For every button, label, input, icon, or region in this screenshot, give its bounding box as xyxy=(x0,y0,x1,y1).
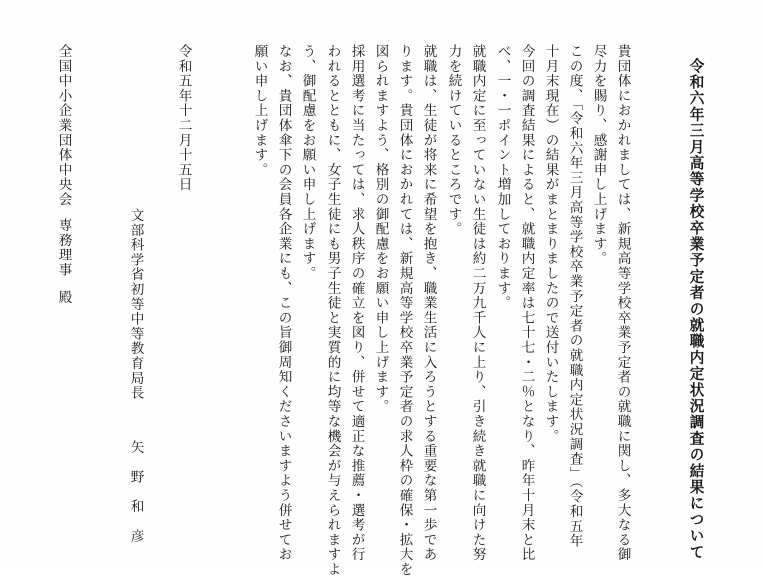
body-line-12: 採用選考に当たっては、求人秩序の確立を図り、併せて適正な推薦・選考が行 xyxy=(348,44,365,562)
body-line-11: 図られますよう、格別の御配慮をお願い申し上げます。 xyxy=(372,44,389,414)
body-line-8: 力を続けているところです。 xyxy=(445,44,462,237)
body-line-9: 就職は、生徒が将来に希望を抱き、職業生活に入ろうとする重要な第一歩であ xyxy=(420,44,437,562)
issue-date: 令和五年十二月十五日 xyxy=(175,44,192,192)
body-line-4: 十月末現在）の結果がまとまりましたので送付いたします。 xyxy=(542,44,559,444)
body-line-7: 就職内定に至っていない生徒は約二万九千人に上り、引き続き就職に向けた努 xyxy=(469,44,486,562)
recipient-title: 専務理事 xyxy=(55,218,72,278)
document-title: 令和六年三月高等学校卒業予定者の就職内定状況調査の結果について xyxy=(687,58,705,561)
body-line-15: なお、貴団体傘下の会員各企業にも、この旨御周知くださいますよう併せてお xyxy=(275,44,292,562)
body-line-10: ります。貴団体におかれては、新規高等学校卒業予定者の求人枠の確保・拡大を xyxy=(396,44,413,577)
sender-name: 矢 野 和 彦 xyxy=(127,440,144,544)
sender-organization: 文部科学省初等中等教育局長 xyxy=(127,208,144,401)
body-line-16: 願い申し上げます。 xyxy=(251,44,268,178)
recipient-honorific: 殿 xyxy=(55,290,72,305)
body-line-6: べ、一・一ポイント増加しております。 xyxy=(494,44,511,311)
body-line-13: われるとともに、女子生徒にも男子生徒と実質的に均等な機会が与えられますよ xyxy=(324,44,341,577)
body-line-5: 今回の調査結果によると、就職内定率は七十七・二％となり、昨年十月末と比 xyxy=(518,44,535,562)
body-line-1: 貴団体におかれましては、新規高等学校卒業予定者の就職に関し、多大なる御 xyxy=(614,44,631,562)
body-line-14: う、御配慮をお願い申し上げます。 xyxy=(299,44,316,281)
body-line-3: この度、「令和六年三月高等学校卒業予定者の就職内定状況調査」（令和五年 xyxy=(566,44,583,549)
body-line-2: 尽力を賜り、感謝申し上げます。 xyxy=(590,44,607,266)
recipient-organization: 全国中小企業団体中央会 xyxy=(55,44,72,207)
